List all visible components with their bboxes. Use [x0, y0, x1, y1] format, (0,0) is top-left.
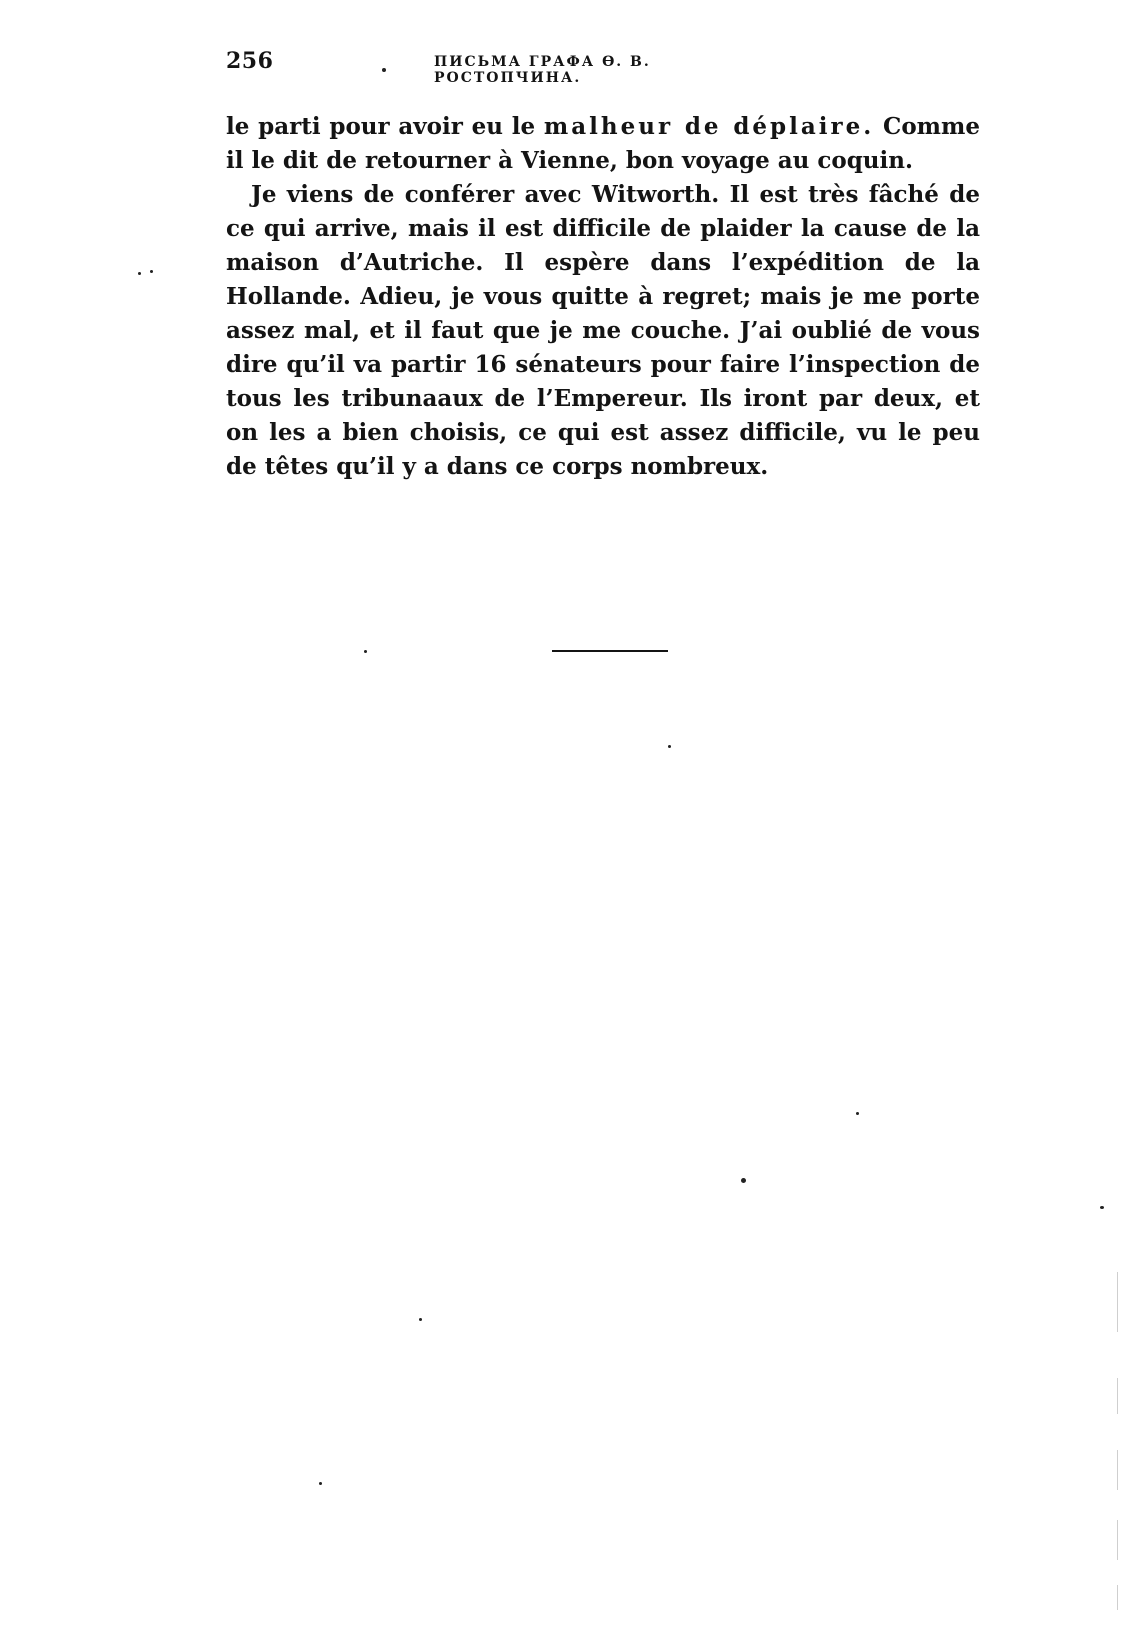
scan-edge-line: [1117, 1378, 1118, 1414]
end-rule: [552, 650, 668, 652]
scan-edge-line: [1117, 1450, 1118, 1490]
scan-edge-line: [1117, 1272, 1118, 1332]
scan-edge-line: [1117, 1585, 1118, 1610]
scan-speck: [364, 650, 367, 653]
page-number: 256: [226, 48, 274, 74]
scan-speck: [419, 1318, 422, 1321]
paragraph-1-end: Comme il le dit de retourner à Vienne, bon voyage au coquin.: [226, 113, 980, 174]
paragraph-2: Je viens de conférer avec Witworth. Il est très fâché de ce qui arrive, mais il est difficile de plaider la cause de la maison d’Autriche. Il espère dans l’expédition de la Hollande. Adieu, je vous quitte à regret; mais je me porte assez mal, et il faut que je me couche. J’ai oublié de vous dire qu’il va partir 16 sénateurs pour faire l’inspection de tous les tribunaaux de l’Empereur. Ils iront par deux, et on les a bien choisis, ce qui est assez difficile, vu le peu de têtes qu’il y a dans ce corps nombreux.: [226, 181, 980, 480]
scan-speck: [856, 1112, 859, 1115]
scan-speck: [319, 1482, 322, 1485]
paragraph-1-start: le parti pour avoir eu le: [226, 113, 544, 140]
scan-speck: [138, 272, 141, 275]
running-header: [226, 48, 798, 86]
scan-speck: [1100, 1206, 1104, 1209]
scan-edge-line: [1117, 1520, 1118, 1560]
paragraph-1-spaced-phrase: malheur de déplaire.: [543, 113, 875, 140]
scan-speck: [150, 270, 153, 273]
scan-speck: [741, 1178, 746, 1183]
running-title: ПИСЬМА ГРАФА Ө. В. РОСТОПЧИНА.: [434, 54, 651, 86]
scan-speck: [668, 745, 671, 748]
paragraph-1: [226, 110, 980, 178]
body-text: [226, 110, 980, 484]
scan-speck: [382, 68, 386, 72]
